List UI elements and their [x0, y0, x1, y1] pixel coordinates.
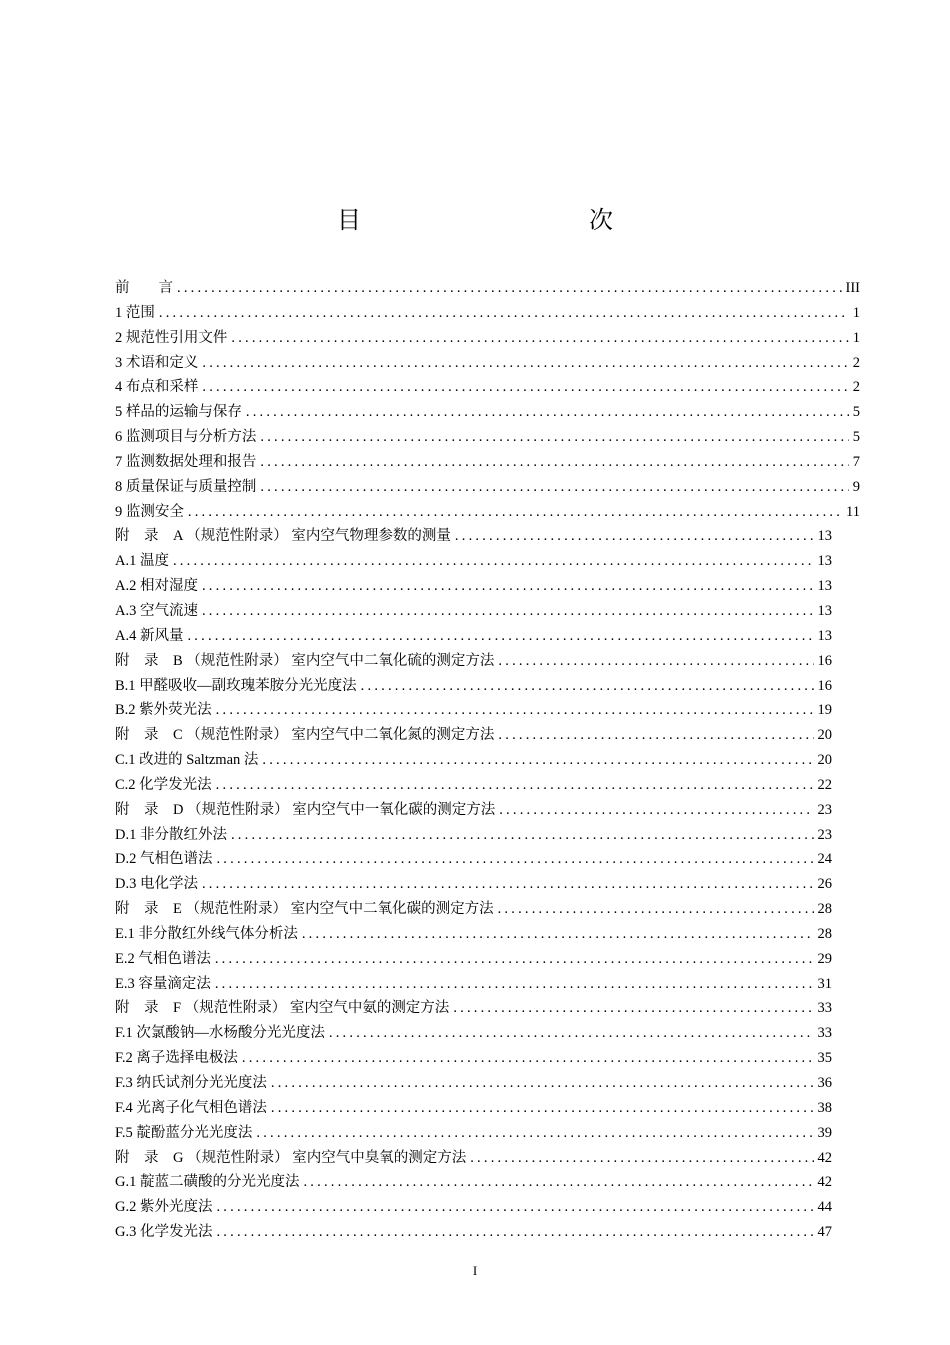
toc-leader-dots: [177, 280, 842, 297]
toc-entry[interactable]: [115, 500, 860, 525]
toc-entry-page: 36: [817, 1075, 832, 1091]
toc-leader-dots: [215, 951, 814, 968]
toc-entry[interactable]: [115, 773, 832, 798]
toc-entry-label: 7 监测数据处理和报告: [115, 453, 257, 470]
toc-entry-page: 42: [817, 1174, 832, 1191]
toc-leader-dots: [202, 578, 814, 595]
toc-entry-label: D.2 气相色谱法: [115, 851, 213, 868]
toc-entry-page: 5: [852, 404, 860, 421]
toc-entry-page: 16: [817, 652, 832, 669]
toc-entry-label: 1 范围: [115, 304, 155, 321]
toc-leader-dots: [173, 553, 814, 570]
toc-entry[interactable]: [115, 823, 832, 848]
toc-entry-label: B.1 甲醛吸收—副玫瑰苯胺分光光度法: [115, 677, 357, 694]
toc-entry[interactable]: [115, 1121, 832, 1146]
toc-entry-label: G.2 紫外光度法: [115, 1199, 213, 1216]
toc-entry[interactable]: [115, 549, 832, 574]
toc-entry-label: E.1 非分散红外线气体分析法: [115, 925, 298, 942]
toc-entry-label: F.4 光离子化气相色谱法: [115, 1099, 267, 1116]
toc-entry[interactable]: [115, 748, 832, 773]
toc-entry[interactable]: [115, 872, 832, 897]
toc-leader-dots: [453, 1000, 813, 1017]
toc-entry[interactable]: [115, 400, 860, 425]
toc-entry-label: C.1 改进的 Saltzman 法: [115, 752, 259, 769]
toc-entry[interactable]: [115, 698, 832, 723]
toc-entry-label: 附 录 C （规范性附录） 室内空气中二氧化氮的测定方法: [115, 727, 495, 744]
toc-entry-page: 11: [846, 503, 860, 520]
toc-entry-label: A.4 新风量: [115, 627, 184, 644]
toc-leader-dots: [498, 727, 813, 744]
toc-leader-dots: [202, 603, 814, 620]
toc-leader-dots: [271, 1075, 814, 1092]
toc-leader-dots: [202, 379, 848, 396]
toc-entry-label: E.2 气相色谱法: [115, 950, 211, 967]
toc-entry-label: E.3 容量滴定法: [115, 975, 211, 992]
toc-entry-label: 附 录 G （规范性附录） 室内空气中臭氧的测定方法: [115, 1149, 467, 1166]
toc-entry-label: 5 样品的运输与保存: [115, 404, 242, 421]
toc-entry-label: D.3 电化学法: [115, 876, 198, 893]
toc-entry[interactable]: [115, 1195, 832, 1220]
toc-leader-dots: [216, 1224, 813, 1241]
toc-leader-dots: [231, 330, 848, 347]
toc-entry-page: 42: [817, 1149, 832, 1166]
toc-entry-page: 22: [817, 776, 832, 793]
toc-entry-page: 13: [817, 528, 832, 545]
toc-leader-dots: [242, 1050, 814, 1067]
toc-entry-page: 1: [852, 304, 860, 321]
toc-entry-label: F.1 次氯酸钠—水杨酸分光光度法: [115, 1025, 325, 1042]
toc-entry-label: 附 录 B （规范性附录） 室内空气中二氧化硫的测定方法: [115, 652, 495, 669]
toc-entry-label: 9 监测安全: [115, 503, 184, 520]
toc-entry-page: 13: [817, 602, 832, 619]
toc-entry-label: G.3 化学发光法: [115, 1224, 213, 1241]
toc-entry-page: 23: [817, 801, 832, 818]
toc-entry-page: 29: [817, 950, 832, 967]
toc-entry[interactable]: [115, 922, 832, 947]
toc-entry-page: 35: [817, 1050, 832, 1067]
toc-leader-dots: [329, 1025, 814, 1042]
toc-entry[interactable]: [115, 649, 832, 674]
toc-entry-page: 1: [852, 329, 860, 346]
toc-entry-label: D.1 非分散红外法: [115, 826, 227, 843]
toc-entry-page: 13: [817, 553, 832, 570]
toc-entry-page: 24: [817, 851, 832, 868]
toc-entry[interactable]: [115, 450, 860, 475]
toc-leader-dots: [202, 355, 848, 372]
toc-entry-label: 前 言: [115, 280, 173, 296]
toc-entry-page: 20: [817, 752, 832, 769]
table-of-contents: [115, 276, 860, 1245]
toc-entry[interactable]: [115, 1170, 832, 1195]
toc-leader-dots: [216, 777, 814, 794]
toc-entry-label: C.2 化学发光法: [115, 776, 212, 793]
toc-entry-page: 16: [817, 677, 832, 694]
toc-entry-page: 13: [817, 627, 832, 644]
toc-entry[interactable]: [115, 674, 832, 699]
toc-leader-dots: [256, 1125, 813, 1142]
toc-entry[interactable]: [115, 375, 860, 400]
toc-entry[interactable]: [115, 1146, 832, 1171]
toc-leader-dots: [271, 1100, 814, 1117]
toc-entry[interactable]: [115, 723, 832, 748]
toc-entry[interactable]: [115, 1220, 832, 1245]
toc-entry-label: A.3 空气流速: [115, 602, 198, 619]
toc-entry-page: 28: [817, 925, 832, 942]
toc-entry-label: G.1 靛蓝二磺酸的分光光度法: [115, 1174, 300, 1191]
toc-entry-label: 附 录 D （规范性附录） 室内空气中一氧化碳的测定方法: [115, 801, 496, 818]
toc-entry-page: 2: [852, 354, 860, 371]
toc-entry-label: 附 录 F （规范性附录） 室内空气中氨的测定方法: [115, 1000, 450, 1017]
toc-entry-page: 38: [817, 1099, 832, 1116]
toc-entry-label: 8 质量保证与质量控制: [115, 478, 257, 495]
toc-leader-dots: [188, 504, 842, 521]
toc-leader-dots: [216, 1199, 813, 1216]
toc-entry-page: 33: [817, 1025, 832, 1042]
toc-leader-dots: [215, 976, 814, 993]
toc-leader-dots: [499, 802, 813, 819]
toc-entry[interactable]: [115, 1046, 832, 1071]
toc-entry-label: A.1 温度: [115, 553, 169, 570]
toc-entry-page: 33: [817, 1000, 832, 1017]
toc-leader-dots: [302, 926, 814, 943]
toc-entry[interactable]: [115, 1071, 832, 1096]
toc-entry-page: 28: [817, 901, 832, 918]
toc-leader-dots: [187, 628, 813, 645]
toc-entry-label: 3 术语和定义: [115, 354, 199, 371]
toc-entry-label: F.2 离子选择电极法: [115, 1050, 238, 1067]
toc-leader-dots: [216, 702, 814, 719]
toc-leader-dots: [470, 1150, 813, 1167]
toc-leader-dots: [498, 901, 814, 918]
toc-entry[interactable]: [115, 475, 860, 500]
toc-entry-page: 19: [817, 702, 832, 719]
toc-leader-dots: [303, 1174, 813, 1191]
toc-entry-label: 4 布点和采样: [115, 379, 199, 396]
toc-entry[interactable]: [115, 947, 832, 972]
toc-leader-dots: [361, 678, 814, 695]
toc-entry-page: 26: [817, 876, 832, 893]
toc-entry[interactable]: [115, 425, 860, 450]
toc-entry-page: 47: [817, 1224, 832, 1241]
toc-entry-label: B.2 紫外荧光法: [115, 702, 212, 719]
toc-leader-dots: [202, 876, 814, 893]
toc-leader-dots: [159, 305, 849, 322]
toc-entry-page: 31: [817, 975, 832, 992]
toc-leader-dots: [455, 528, 814, 545]
toc-entry[interactable]: [115, 351, 860, 376]
toc-leader-dots: [231, 827, 814, 844]
toc-entry-label: F.3 纳氏试剂分光光度法: [115, 1075, 267, 1091]
toc-entry-label: 附 录 E （规范性附录） 室内空气中二氧化碳的测定方法: [115, 901, 494, 918]
toc-entry-page: 9: [852, 478, 860, 495]
toc-entry-page: III: [845, 280, 860, 296]
toc-entry[interactable]: [115, 996, 832, 1021]
toc-entry-label: F.5 靛酚蓝分光光度法: [115, 1124, 253, 1141]
toc-entry-page: 20: [817, 727, 832, 744]
toc-entry-label: A.2 相对湿度: [115, 578, 198, 595]
page-number: I: [472, 1263, 478, 1278]
toc-entry[interactable]: [115, 1096, 832, 1121]
toc-entry[interactable]: [115, 326, 860, 351]
toc-leader-dots: [498, 653, 813, 670]
toc-entry-page: 7: [852, 453, 860, 470]
toc-entry-label: 附 录 A （规范性附录） 室内空气物理参数的测量: [115, 528, 451, 545]
toc-entry-page: 39: [817, 1124, 832, 1141]
toc-entry-label: 2 规范性引用文件: [115, 329, 228, 346]
toc-entry-page: 2: [852, 379, 860, 396]
toc-entry[interactable]: [115, 624, 832, 649]
toc-leader-dots: [262, 752, 813, 769]
toc-entry[interactable]: [115, 276, 860, 301]
toc-leader-dots: [246, 404, 849, 421]
toc-entry[interactable]: [115, 574, 832, 599]
toc-entry-page: 13: [817, 578, 832, 595]
toc-entry[interactable]: [115, 1021, 832, 1046]
toc-entry-label: 6 监测项目与分析方法: [115, 429, 257, 446]
toc-entry[interactable]: [115, 798, 832, 823]
toc-leader-dots: [216, 851, 813, 868]
toc-entry[interactable]: [115, 972, 832, 997]
toc-entry[interactable]: [115, 524, 832, 549]
toc-entry[interactable]: [115, 847, 832, 872]
toc-entry-page: 44: [817, 1199, 832, 1216]
toc-entry-page: 23: [817, 826, 832, 843]
toc-entry-page: 5: [852, 429, 860, 446]
toc-entry[interactable]: [115, 301, 860, 326]
toc-entry[interactable]: [115, 897, 832, 922]
toc-entry[interactable]: [115, 599, 832, 624]
toc-leader-dots: [260, 454, 848, 471]
toc-leader-dots: [260, 429, 848, 446]
toc-leader-dots: [260, 479, 848, 496]
page-title: 目 次: [337, 208, 673, 234]
